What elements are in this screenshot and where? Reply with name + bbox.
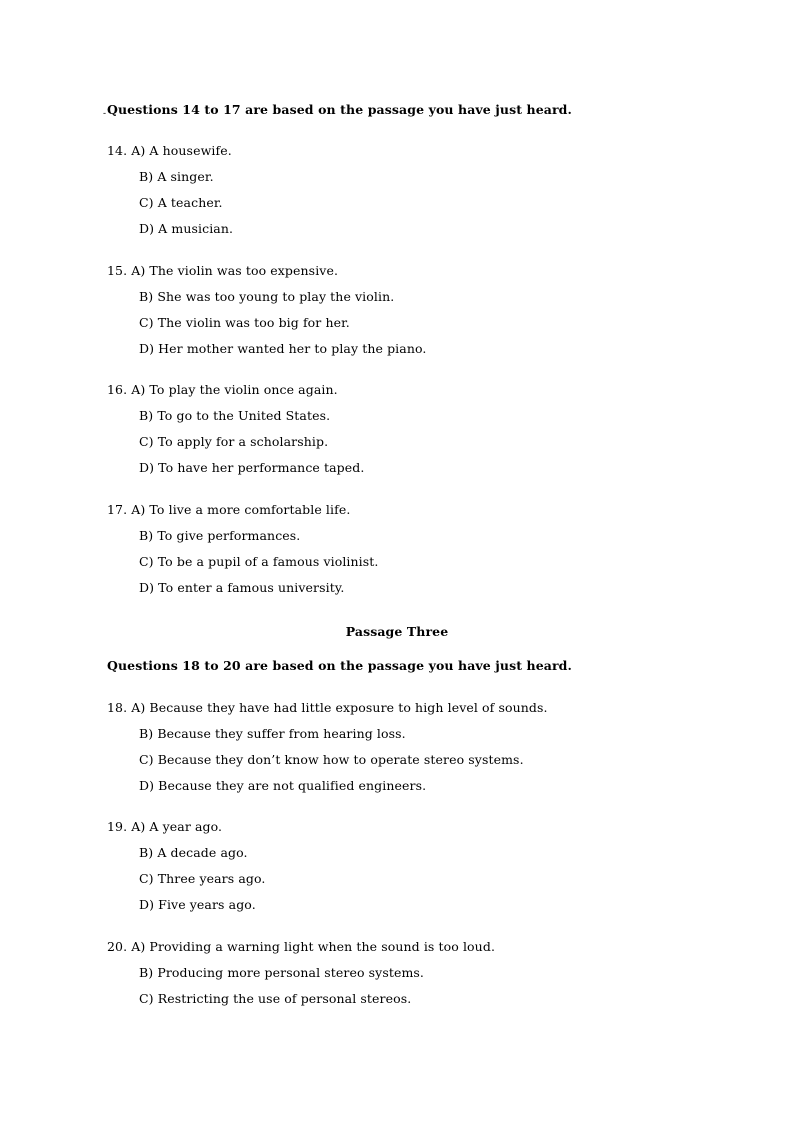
q20-option-a: 20. A) Providing a warning light when the sound is too loud. (107, 939, 496, 954)
section-instruction-14-17: Questions 14 to 17 are based on the passage you have just heard. (107, 102, 572, 117)
q16-option-a: 16. A) To play the violin once again. (107, 382, 338, 397)
q16-option-c: C) To apply for a scholarship. (139, 434, 329, 449)
q14-option-b: B) A singer. (139, 169, 214, 184)
q15-option-d: D) Her mother wanted her to play the piano. (139, 341, 427, 356)
q14-option-c: C) A teacher. (139, 195, 223, 210)
q19-option-c: C) Three years ago. (139, 871, 266, 886)
q16-option-b: B) To go to the United States. (139, 408, 331, 423)
q20-option-c: C) Restricting the use of personal stereos. (139, 991, 412, 1006)
q16-option-d: D) To have her performance taped. (139, 460, 365, 475)
q19-option-a: 19. A) A year ago. (107, 819, 223, 834)
q17-option-b: B) To give performances. (139, 528, 301, 543)
q20-option-b: B) Producing more personal stereo systems. (139, 965, 424, 980)
section-instruction-18-20: Questions 18 to 20 are based on the passage you have just heard. (107, 658, 572, 673)
q14-option-d: D) A musician. (139, 221, 234, 236)
q18-option-c: C) Because they don’t know how to operate stereo systems. (139, 752, 524, 767)
q17-option-d: D) To enter a famous university. (139, 580, 345, 595)
passage-three-title: Passage Three (345, 624, 449, 639)
q15-option-b: B) She was too young to play the violin. (139, 289, 395, 304)
q17-option-a: 17. A) To live a more comfortable life. (107, 502, 351, 517)
q19-option-d: D) Five years ago. (139, 897, 256, 912)
margin-mark: - (103, 109, 107, 119)
q15-option-c: C) The violin was too big for her. (139, 315, 350, 330)
q18-option-b: B) Because they suffer from hearing loss. (139, 726, 406, 741)
q19-option-b: B) A decade ago. (139, 845, 248, 860)
q17-option-c: C) To be a pupil of a famous violinist. (139, 554, 379, 569)
q14-option-a: 14. A) A housewife. (107, 143, 232, 158)
q15-option-a: 15. A) The violin was too expensive. (107, 263, 339, 278)
q18-option-d: D) Because they are not qualified engineers. (139, 778, 427, 793)
q18-option-a: 18. A) Because they have had little exposure to high level of sounds. (107, 700, 548, 715)
